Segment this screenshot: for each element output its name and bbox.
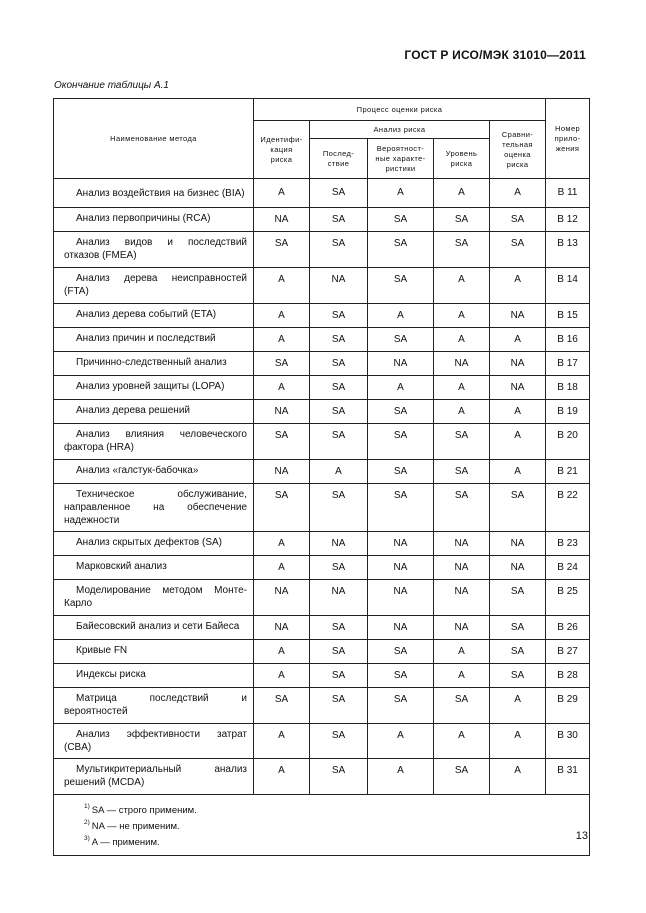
probability-value: NA [368, 352, 434, 376]
identification-value: A [254, 664, 310, 688]
level-value: A [434, 328, 490, 352]
level-value: NA [434, 352, 490, 376]
consequences-value: SA [310, 352, 368, 376]
consequences-value: SA [310, 400, 368, 424]
table-row [54, 532, 590, 556]
level-value: SA [434, 484, 490, 532]
identification-value: NA [254, 580, 310, 616]
method-name: Анализ уровней защиты (LOPA) [54, 376, 254, 400]
table-row [54, 484, 590, 532]
header-process: Процесс оценки риска [254, 99, 546, 121]
method-name: Мультикритериальный анализ решений (MCDA) [54, 759, 254, 795]
appendix-value: B 15 [546, 304, 590, 328]
note-text: SA — строго применим. [91, 805, 197, 817]
level-value: A [434, 304, 490, 328]
probability-value: SA [368, 640, 434, 664]
identification-value: SA [254, 352, 310, 376]
level-value: NA [434, 580, 490, 616]
consequences-value: SA [310, 304, 368, 328]
identification-value: A [254, 268, 310, 304]
appendix-value: B 17 [546, 352, 590, 376]
method-name: Техническое обслуживание, направленное на обеспечение надежности [54, 484, 254, 532]
appendix-value: B 30 [546, 724, 590, 759]
level-value: A [434, 268, 490, 304]
appendix-value: B 12 [546, 208, 590, 232]
level-value: SA [434, 424, 490, 460]
method-name: Анализ первопричины (RCA) [54, 208, 254, 232]
consequences-value: SA [310, 424, 368, 460]
method-name: Анализ скрытых дефектов (SA) [54, 532, 254, 556]
header-comparative: Сравни- тельная оценка риска [490, 121, 546, 179]
consequences-value: SA [310, 484, 368, 532]
consequences-value: SA [310, 688, 368, 724]
note-mark: 2) [84, 819, 90, 827]
probability-value: SA [368, 328, 434, 352]
comparative-value: NA [490, 304, 546, 328]
identification-value: A [254, 759, 310, 795]
consequences-value: SA [310, 616, 368, 640]
document-standard-header: ГОСТ Р ИСО/МЭК 31010—2011 [404, 48, 586, 62]
comparative-value: A [490, 328, 546, 352]
method-name: Моделирование методом Монте-Карло [54, 580, 254, 616]
method-name: Анализ «галстук-бабочка» [54, 460, 254, 484]
probability-value: A [368, 759, 434, 795]
table-row [54, 304, 590, 328]
method-name: Байесовский анализ и сети Байеса [54, 616, 254, 640]
identification-value: A [254, 640, 310, 664]
header-identification: Идентифи- кация риска [254, 121, 310, 179]
consequences-value: SA [310, 664, 368, 688]
probability-value: NA [368, 616, 434, 640]
level-value: A [434, 724, 490, 759]
identification-value: A [254, 304, 310, 328]
identification-value: NA [254, 400, 310, 424]
page-number: 13 [575, 830, 588, 842]
comparative-value: SA [490, 640, 546, 664]
header-appendix: Номер прило- жения [546, 99, 590, 179]
table-notes [54, 795, 590, 856]
identification-value: SA [254, 688, 310, 724]
level-value: NA [434, 616, 490, 640]
comparative-value: NA [490, 376, 546, 400]
comparative-value: SA [490, 232, 546, 268]
appendix-value: B 22 [546, 484, 590, 532]
table-row [54, 556, 590, 580]
method-name: Анализ дерева событий (ETA) [54, 304, 254, 328]
method-name: Анализ видов и последствий отказов (FMEA) [54, 232, 254, 268]
appendix-value: B 16 [546, 328, 590, 352]
consequences-value: NA [310, 532, 368, 556]
table-note [84, 801, 589, 817]
table-row [54, 616, 590, 640]
consequences-value: SA [310, 208, 368, 232]
method-name: Анализ дерева неисправностей (FTA) [54, 268, 254, 304]
method-name: Анализ эффективности затрат (CBA) [54, 724, 254, 759]
level-value: SA [434, 688, 490, 724]
table-row [54, 268, 590, 304]
consequences-value: SA [310, 232, 368, 268]
table-row [54, 232, 590, 268]
table-notes-row [54, 795, 590, 856]
header-consequences: Послед- ствие [310, 139, 368, 179]
note-text: NA — не применим. [91, 821, 180, 833]
identification-value: NA [254, 208, 310, 232]
table-row [54, 376, 590, 400]
note-mark: 3) [84, 835, 90, 843]
consequences-value: NA [310, 580, 368, 616]
level-value: A [434, 640, 490, 664]
consequences-value: SA [310, 376, 368, 400]
appendix-value: B 26 [546, 616, 590, 640]
comparative-value: SA [490, 616, 546, 640]
appendix-value: B 23 [546, 532, 590, 556]
level-value: A [434, 179, 490, 208]
methods-table [53, 98, 590, 856]
method-name: Матрица последствий и вероятностей [54, 688, 254, 724]
probability-value: SA [368, 664, 434, 688]
probability-value: SA [368, 688, 434, 724]
identification-value: SA [254, 424, 310, 460]
appendix-value: B 13 [546, 232, 590, 268]
comparative-value: NA [490, 352, 546, 376]
table-row [54, 759, 590, 795]
table-row [54, 580, 590, 616]
table-note [84, 817, 589, 833]
method-name: Индексы риска [54, 664, 254, 688]
consequences-value: SA [310, 724, 368, 759]
identification-value: A [254, 376, 310, 400]
probability-value: A [368, 376, 434, 400]
note-mark: 1) [84, 803, 90, 810]
comparative-value: NA [490, 556, 546, 580]
level-value: A [434, 376, 490, 400]
probability-value: SA [368, 268, 434, 304]
comparative-value: A [490, 268, 546, 304]
table-row [54, 328, 590, 352]
probability-value: A [368, 724, 434, 759]
probability-value: SA [368, 400, 434, 424]
table-row [54, 424, 590, 460]
level-value: NA [434, 532, 490, 556]
table-row [54, 688, 590, 724]
method-name: Кривые FN [54, 640, 254, 664]
level-value: A [434, 400, 490, 424]
method-name: Анализ влияния человеческого фактора (HRA) [54, 424, 254, 460]
header-probability: Вероятност- ные характе- ристики [368, 139, 434, 179]
table-row [54, 352, 590, 376]
probability-value: NA [368, 580, 434, 616]
table-row [54, 664, 590, 688]
comparative-value: SA [490, 664, 546, 688]
probability-value: SA [368, 208, 434, 232]
probability-value: A [368, 304, 434, 328]
table-row [54, 179, 590, 208]
level-value: NA [434, 556, 490, 580]
level-value: A [434, 664, 490, 688]
comparative-value: A [490, 688, 546, 724]
table-row [54, 724, 590, 759]
header-level: Уровень риска [434, 139, 490, 179]
probability-value: SA [368, 484, 434, 532]
appendix-value: B 27 [546, 640, 590, 664]
appendix-value: B 11 [546, 179, 590, 208]
consequences-value: SA [310, 640, 368, 664]
comparative-value: A [490, 179, 546, 208]
probability-value: NA [368, 532, 434, 556]
table-caption: Окончание таблицы А.1 [54, 80, 169, 91]
appendix-value: B 18 [546, 376, 590, 400]
consequences-value: SA [310, 179, 368, 208]
table-row [54, 400, 590, 424]
consequences-value: SA [310, 556, 368, 580]
comparative-value: SA [490, 484, 546, 532]
appendix-value: B 21 [546, 460, 590, 484]
comparative-value: A [490, 460, 546, 484]
probability-value: NA [368, 556, 434, 580]
identification-value: A [254, 532, 310, 556]
level-value: SA [434, 460, 490, 484]
appendix-value: B 31 [546, 759, 590, 795]
table-row [54, 460, 590, 484]
appendix-value: B 20 [546, 424, 590, 460]
identification-value: A [254, 556, 310, 580]
consequences-value: A [310, 460, 368, 484]
consequences-value: NA [310, 268, 368, 304]
comparative-value: SA [490, 580, 546, 616]
comparative-value: A [490, 759, 546, 795]
method-name: Причинно-следственный анализ [54, 352, 254, 376]
probability-value: SA [368, 460, 434, 484]
identification-value: NA [254, 616, 310, 640]
table-note [84, 833, 589, 849]
header-method-name: Наименование метода [54, 99, 254, 179]
level-value: SA [434, 232, 490, 268]
appendix-value: B 19 [546, 400, 590, 424]
identification-value: A [254, 724, 310, 759]
consequences-value: SA [310, 759, 368, 795]
comparative-value: A [490, 724, 546, 759]
method-name: Анализ воздействия на бизнес (BIA) [54, 179, 254, 208]
probability-value: A [368, 179, 434, 208]
table-row [54, 640, 590, 664]
comparative-value: A [490, 400, 546, 424]
appendix-value: B 14 [546, 268, 590, 304]
consequences-value: SA [310, 328, 368, 352]
identification-value: NA [254, 460, 310, 484]
probability-value: SA [368, 424, 434, 460]
comparative-value: A [490, 424, 546, 460]
comparative-value: NA [490, 532, 546, 556]
probability-value: SA [368, 232, 434, 268]
method-name: Марковский анализ [54, 556, 254, 580]
identification-value: A [254, 179, 310, 208]
header-analysis: Анализ риска [310, 121, 490, 139]
identification-value: SA [254, 484, 310, 532]
identification-value: A [254, 328, 310, 352]
level-value: SA [434, 759, 490, 795]
method-name: Анализ причин и последствий [54, 328, 254, 352]
appendix-value: B 29 [546, 688, 590, 724]
appendix-value: B 24 [546, 556, 590, 580]
method-name: Анализ дерева решений [54, 400, 254, 424]
appendix-value: B 25 [546, 580, 590, 616]
note-text: A — применим. [91, 837, 160, 849]
identification-value: SA [254, 232, 310, 268]
level-value: SA [434, 208, 490, 232]
appendix-value: B 28 [546, 664, 590, 688]
table-row [54, 208, 590, 232]
comparative-value: SA [490, 208, 546, 232]
